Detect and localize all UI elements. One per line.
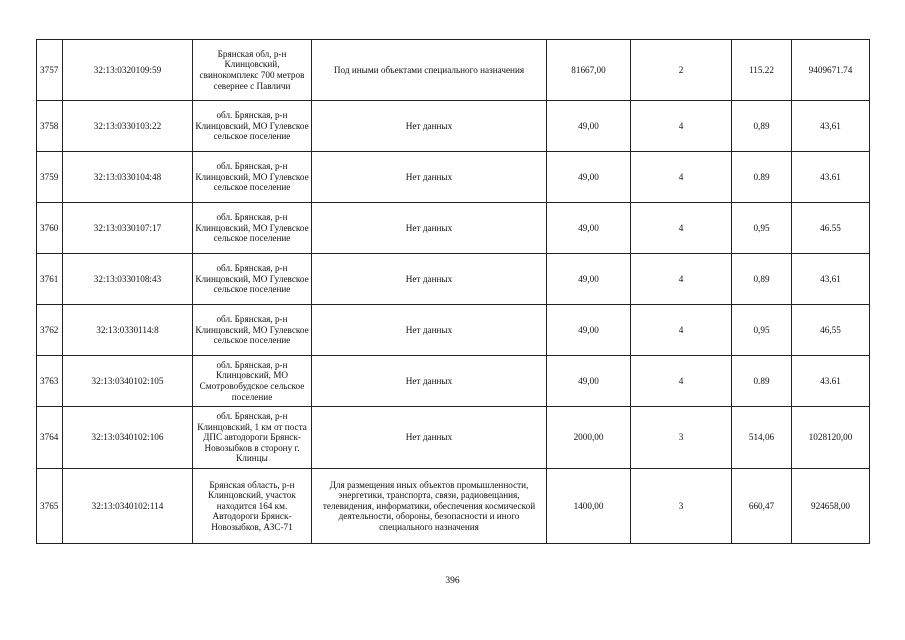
rate-cell: 514,06	[732, 407, 792, 469]
group-cell: 3	[631, 469, 732, 544]
cadastral-value-cell: 46.55	[792, 203, 870, 254]
table-row	[37, 305, 870, 356]
group-cell: 4	[631, 203, 732, 254]
area-cell: 49,00	[547, 152, 631, 203]
cadastral-number: 32:13:0340102:105	[63, 356, 193, 407]
cadastral-value-cell: 43,61	[792, 101, 870, 152]
table-row	[37, 203, 870, 254]
purpose-cell: Нет данных	[312, 356, 547, 407]
purpose-cell: Нет данных	[312, 101, 547, 152]
address-cell: обл. Брянская, р-н Клинцовский, МО Гулевское сельское поселение	[193, 152, 312, 203]
area-cell: 49,00	[547, 203, 631, 254]
address-cell: обл. Брянская, р-н Клинцовский, МО Гулевское сельское поселение	[193, 254, 312, 305]
cadastral-number: 32:13:0340102:114	[63, 469, 193, 544]
cadastral-value-cell: 924658,00	[792, 469, 870, 544]
cadastral-number: 32:13:0330107:17	[63, 203, 193, 254]
table-row	[37, 152, 870, 203]
cadastral-number: 32:13:0340102:106	[63, 407, 193, 469]
rate-cell: 0,89	[732, 254, 792, 305]
address-cell: Брянская область, р-н Клинцовский, участок находится 164 км. Автодороги Брянск-Новозыбков, АЗС-71	[193, 469, 312, 544]
area-cell: 49,00	[547, 254, 631, 305]
table-row	[37, 356, 870, 407]
area-cell: 81667,00	[547, 40, 631, 101]
cadastral-value-cell: 43.61	[792, 356, 870, 407]
row-number: 3760	[37, 203, 63, 254]
group-cell: 4	[631, 152, 732, 203]
cadastral-number: 32:13:0330104:48	[63, 152, 193, 203]
table-row	[37, 101, 870, 152]
area-cell: 49,00	[547, 305, 631, 356]
area-cell: 2000,00	[547, 407, 631, 469]
group-cell: 4	[631, 356, 732, 407]
row-number: 3761	[37, 254, 63, 305]
purpose-cell: Нет данных	[312, 203, 547, 254]
cadastral-value-cell: 9409671.74	[792, 40, 870, 101]
row-number: 3758	[37, 101, 63, 152]
rate-cell: 0.89	[732, 152, 792, 203]
purpose-cell: Для размещения иных объектов промышленности, энергетики, транспорта, связи, радиовещания, телевидения, информатики, обеспечения космической деятельности, обороны, безопасности и иного специального назначения	[312, 469, 547, 544]
rate-cell: 115.22	[732, 40, 792, 101]
purpose-cell: Нет данных	[312, 407, 547, 469]
area-cell: 49,00	[547, 356, 631, 407]
purpose-cell: Нет данных	[312, 254, 547, 305]
page-number: 396	[445, 576, 460, 586]
group-cell: 4	[631, 305, 732, 356]
group-cell: 2	[631, 40, 732, 101]
address-cell: Брянская обл, р-н Клинцовский, свинокомплекс 700 метров севернее с Павличи	[193, 40, 312, 101]
address-cell: обл. Брянская, р-н Клинцовский, МО Гулевское сельское поселение	[193, 101, 312, 152]
table-row	[37, 469, 870, 544]
table-row	[37, 254, 870, 305]
cadastral-value-cell: 46,55	[792, 305, 870, 356]
purpose-cell: Под иными объектами специального назначения	[312, 40, 547, 101]
cadastral-value-cell: 43.61	[792, 152, 870, 203]
rate-cell: 0,89	[732, 101, 792, 152]
row-number: 3765	[37, 469, 63, 544]
area-cell: 49,00	[547, 101, 631, 152]
address-cell: обл. Брянская, р-н Клинцовский, 1 км от поста ДПС автодороги Брянск-Новозыбков в сторону г. Клинцы	[193, 407, 312, 469]
group-cell: 4	[631, 254, 732, 305]
row-number: 3757	[37, 40, 63, 101]
rate-cell: 0,95	[732, 203, 792, 254]
address-cell: обл. Брянская, р-н Клинцовский, МО Гулевское сельское поселение	[193, 203, 312, 254]
cadastral-number: 32:13:0330108:43	[63, 254, 193, 305]
purpose-cell: Нет данных	[312, 152, 547, 203]
cadastral-number: 32:13:0330103:22	[63, 101, 193, 152]
cadastral-value-cell: 43,61	[792, 254, 870, 305]
area-cell: 1400,00	[547, 469, 631, 544]
purpose-cell: Нет данных	[312, 305, 547, 356]
row-number: 3763	[37, 356, 63, 407]
rate-cell: 0.89	[732, 356, 792, 407]
group-cell: 4	[631, 101, 732, 152]
address-cell: обл. Брянская, р-н Клинцовский, МО Гулевское сельское поселение	[193, 305, 312, 356]
land-registry-table	[36, 39, 870, 544]
row-number: 3759	[37, 152, 63, 203]
cadastral-number: 32:13:0330114:8	[63, 305, 193, 356]
rate-cell: 0,95	[732, 305, 792, 356]
address-cell: обл. Брянская, р-н Клинцовский, МО Смотровобудское сельское поселение	[193, 356, 312, 407]
group-cell: 3	[631, 407, 732, 469]
cadastral-number: 32:13:0320109:59	[63, 40, 193, 101]
rate-cell: 660,47	[732, 469, 792, 544]
table-row	[37, 40, 870, 101]
row-number: 3762	[37, 305, 63, 356]
table-row	[37, 407, 870, 469]
cadastral-value-cell: 1028120,00	[792, 407, 870, 469]
row-number: 3764	[37, 407, 63, 469]
